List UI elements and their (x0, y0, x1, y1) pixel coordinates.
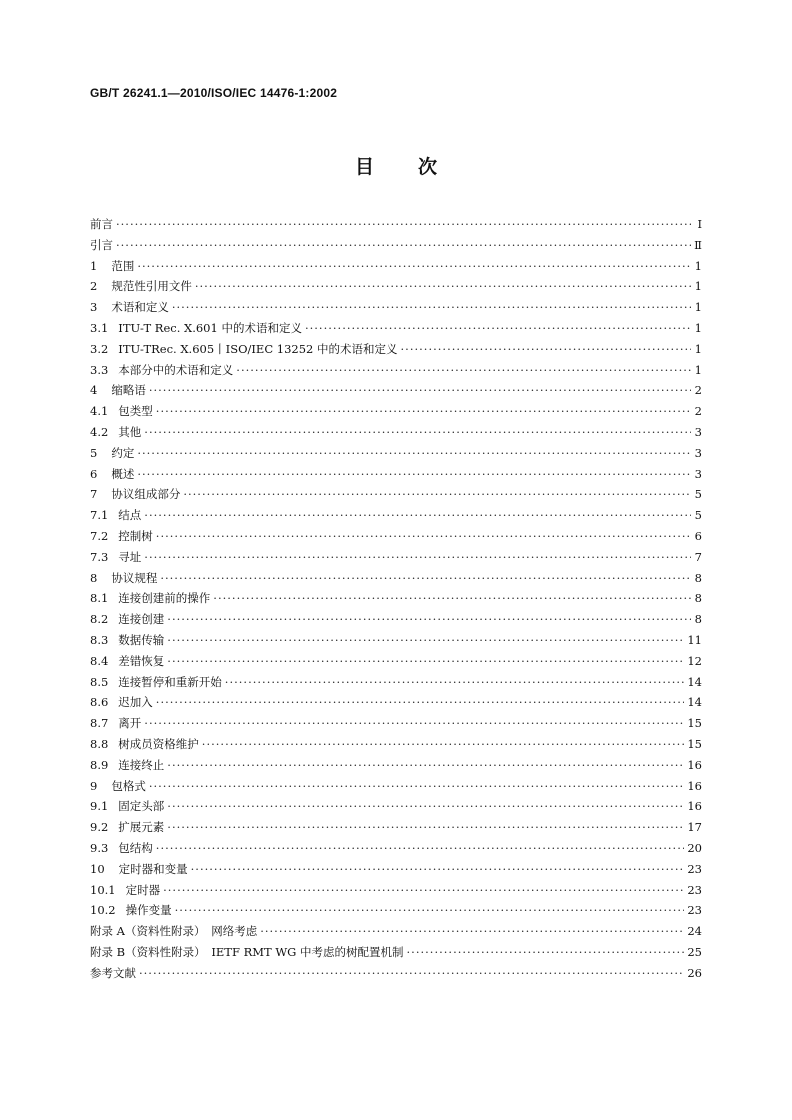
toc-entry-page: 26 (687, 965, 702, 980)
toc-entry-title: ITU-TRec. X.605丨ISO/IEC 13252 中的术语和定义 (118, 341, 398, 356)
toc-dot-leader (167, 633, 684, 647)
toc-entry-number: 9 (90, 778, 98, 793)
toc-entry-title: 寻址 (118, 549, 142, 564)
toc-entry-title: 定时器和变量 (118, 861, 188, 876)
toc-entry[interactable] (90, 757, 702, 778)
toc-entry-page: 1 (694, 300, 702, 315)
toc-entry-page: Ⅱ (694, 237, 702, 252)
toc-entry[interactable] (90, 798, 702, 819)
toc-entry[interactable] (90, 694, 702, 715)
toc-entry-title: 其他 (118, 424, 142, 439)
toc-entry-number: 10.1 (90, 882, 116, 897)
toc-entry[interactable] (90, 424, 702, 445)
toc-entry-page: 3 (694, 424, 702, 439)
toc-entry-title: 迟加入 (118, 695, 153, 710)
toc-entry[interactable] (90, 528, 702, 549)
toc-dot-leader (139, 966, 684, 980)
toc-entry-title: 固定头部 (118, 799, 165, 814)
toc-entry-title: 连接暂停和重新开始 (118, 674, 222, 689)
toc-dot-leader (195, 279, 691, 293)
toc-entry-title: 本部分中的术语和定义 (118, 362, 234, 377)
toc-dot-leader (167, 612, 691, 626)
toc-entry-page: 8 (694, 570, 702, 585)
toc-dot-leader (116, 238, 691, 252)
toc-entry-title: 包类型 (118, 404, 153, 419)
toc-entry[interactable] (90, 486, 702, 507)
toc-entry-page: 8 (694, 612, 702, 627)
toc-entry-title: 包结构 (118, 840, 153, 855)
toc-entry-number: 8.4 (90, 653, 109, 668)
toc-entry-number: 9.2 (90, 820, 109, 835)
toc-entry[interactable] (90, 299, 702, 320)
toc-entry-page: 24 (687, 924, 702, 939)
toc-entry[interactable] (90, 590, 702, 611)
toc-entry-page: 1 (694, 279, 702, 294)
toc-entry-title: 包格式 (111, 778, 146, 793)
toc-dot-leader (167, 799, 684, 813)
toc-entry-page: 16 (687, 799, 702, 814)
toc-entry-number: 8.8 (90, 736, 109, 751)
toc-entry-number: 3.1 (90, 320, 109, 335)
toc-dot-leader (149, 779, 685, 793)
toc-entry-number: 6 (90, 466, 98, 481)
toc-entry-title: 术语和定义 (111, 300, 169, 315)
title-char-2: 次 (418, 156, 438, 178)
toc-entry-page: 3 (694, 445, 702, 460)
toc-entry-title: 协议组成部分 (111, 487, 181, 502)
toc-entry-page: 8 (694, 591, 702, 606)
page-title (0, 152, 792, 179)
toc-entry[interactable] (90, 965, 702, 986)
toc-dot-leader (149, 383, 691, 397)
toc-entry-title: 前言 (90, 217, 113, 231)
toc-entry-number: 4.1 (90, 404, 109, 419)
toc-entry[interactable] (90, 258, 702, 279)
toc-dot-leader (116, 217, 691, 231)
toc-dot-leader (213, 591, 691, 605)
toc-entry[interactable] (90, 549, 702, 570)
toc-entry[interactable] (90, 382, 702, 403)
toc-entry[interactable] (90, 861, 702, 882)
toc-dot-leader (156, 695, 685, 709)
toc-entry-number: 7.1 (90, 508, 109, 523)
toc-entry-page: Ⅰ (697, 217, 702, 231)
toc-entry-page: 5 (694, 508, 702, 523)
toc-entry-title: 协议规程 (111, 570, 158, 585)
toc-dot-leader (144, 550, 691, 564)
toc-entry[interactable] (90, 341, 702, 362)
toc-entry-page: 15 (687, 716, 702, 731)
toc-entry-page: 2 (694, 383, 702, 398)
toc-entry-title: 定时器 (125, 882, 161, 897)
toc-entry[interactable] (90, 507, 702, 528)
toc-entry[interactable] (90, 736, 702, 757)
toc-entry[interactable] (90, 237, 702, 258)
toc-entry-number: 10 (90, 861, 105, 876)
toc-entry[interactable] (90, 216, 702, 237)
toc-entry-page: 1 (694, 258, 702, 273)
toc-dot-leader (137, 467, 691, 481)
toc-dot-leader (167, 654, 684, 668)
toc-entry-number: 10.2 (90, 903, 116, 918)
toc-dot-leader (175, 903, 685, 917)
toc-dot-leader (260, 924, 684, 938)
toc-entry[interactable] (90, 466, 702, 487)
toc-entry-page: 23 (687, 903, 702, 918)
toc-entry-page: 25 (687, 944, 702, 959)
toc-entry-page: 15 (687, 736, 702, 751)
toc-entry-number: 8.2 (90, 612, 109, 627)
toc-entry-page: 23 (687, 882, 702, 897)
toc-dot-leader (144, 425, 691, 439)
toc-entry-title: 连接创建 (118, 612, 165, 627)
toc-entry-title: 操作变量 (125, 903, 172, 918)
toc-dot-leader (305, 321, 691, 335)
toc-dot-leader (236, 363, 691, 377)
toc-dot-leader (167, 820, 684, 834)
toc-entry[interactable] (90, 403, 702, 424)
toc-entry-number: 8.9 (90, 757, 109, 772)
toc-entry-title: 规范性引用文件 (111, 279, 192, 294)
toc-entry[interactable] (90, 570, 702, 591)
toc-entry[interactable] (90, 882, 702, 903)
toc-entry[interactable] (90, 320, 702, 341)
toc-entry-page: 1 (694, 362, 702, 377)
toc-dot-leader (225, 675, 685, 689)
toc-dot-leader (137, 259, 691, 273)
toc-dot-leader (156, 841, 685, 855)
title-char-1: 目 (354, 156, 374, 178)
toc-entry-title: 扩展元素 (118, 820, 165, 835)
toc-entry-page: 16 (687, 757, 702, 772)
toc-entry-number: 1 (90, 258, 98, 273)
toc-entry-title: 附录 A（资料性附录） 网络考虑 (90, 924, 258, 939)
toc-entry-page: 16 (687, 778, 702, 793)
toc-dot-leader (156, 404, 691, 418)
toc-dot-leader (144, 508, 691, 522)
toc-entry-number: 8.7 (90, 716, 109, 731)
toc-entry-number: 3.3 (90, 362, 109, 377)
toc-entry-title: ITU-T Rec. X.601 中的术语和定义 (118, 320, 302, 335)
table-of-contents (90, 216, 702, 985)
toc-entry-title: 离开 (118, 716, 142, 731)
toc-entry[interactable] (90, 840, 702, 861)
toc-dot-leader (163, 883, 684, 897)
toc-dot-leader (191, 862, 685, 876)
toc-dot-leader (160, 571, 691, 585)
toc-entry-page: 11 (687, 632, 702, 647)
toc-entry[interactable] (90, 653, 702, 674)
toc-entry-page: 17 (687, 820, 702, 835)
toc-dot-leader (401, 342, 691, 356)
toc-entry-number: 3 (90, 300, 98, 315)
toc-entry-number: 8.5 (90, 674, 109, 689)
standard-number-header: GB/T 26241.1—2010/ISO/IEC 14476-1:2002 (90, 86, 338, 100)
toc-entry-title: 约定 (111, 445, 135, 460)
toc-entry-number: 9.3 (90, 840, 109, 855)
toc-entry-title: 差错恢复 (118, 653, 165, 668)
toc-entry-page: 1 (694, 320, 702, 335)
toc-entry[interactable] (90, 445, 702, 466)
toc-entry[interactable] (90, 944, 702, 965)
toc-entry-page: 2 (694, 404, 702, 419)
toc-entry-number: 8 (90, 570, 98, 585)
toc-entry-number: 5 (90, 445, 98, 460)
toc-entry-page: 5 (694, 487, 702, 502)
toc-entry-page: 14 (687, 674, 702, 689)
toc-entry-title: 附录 B（资料性附录） IETF RMT WG 中考虑的树配置机制 (90, 944, 404, 959)
toc-dot-leader (172, 300, 691, 314)
toc-dot-leader (156, 529, 691, 543)
toc-entry[interactable] (90, 362, 702, 383)
toc-entry-title: 结点 (118, 508, 142, 523)
toc-dot-leader (407, 945, 685, 959)
toc-entry[interactable] (90, 674, 702, 695)
toc-entry[interactable] (90, 278, 702, 299)
toc-entry-page: 6 (694, 528, 702, 543)
toc-dot-leader (137, 446, 691, 460)
toc-entry-number: 7.2 (90, 528, 109, 543)
toc-entry[interactable] (90, 923, 702, 944)
toc-entry-title: 连接终止 (118, 757, 165, 772)
toc-entry-number: 9.1 (90, 799, 109, 814)
toc-entry-page: 1 (694, 341, 702, 356)
toc-dot-leader (202, 737, 685, 751)
toc-entry-number: 7 (90, 487, 98, 502)
toc-entry-title: 范围 (111, 258, 135, 273)
toc-entry-number: 8.1 (90, 591, 109, 606)
toc-entry-title: 树成员资格维护 (118, 736, 199, 751)
toc-entry-page: 23 (687, 861, 702, 876)
toc-entry-number: 2 (90, 279, 98, 294)
toc-entry-number: 4.2 (90, 424, 109, 439)
toc-entry-page: 7 (694, 549, 702, 564)
toc-dot-leader (167, 758, 684, 772)
toc-entry-page: 14 (687, 695, 702, 710)
toc-entry-number: 7.3 (90, 549, 109, 564)
toc-entry[interactable] (90, 902, 702, 923)
toc-entry-number: 8.3 (90, 632, 109, 647)
toc-entry[interactable] (90, 611, 702, 632)
toc-dot-leader (144, 716, 684, 730)
toc-entry-number: 4 (90, 383, 98, 398)
toc-entry-title: 数据传输 (118, 632, 165, 647)
toc-entry[interactable] (90, 778, 702, 799)
toc-entry-title: 参考文献 (90, 965, 136, 980)
toc-dot-leader (183, 487, 691, 501)
toc-entry-title: 缩略语 (111, 383, 146, 398)
toc-entry-page: 3 (694, 466, 702, 481)
toc-entry[interactable] (90, 715, 702, 736)
toc-entry-title: 概述 (111, 466, 135, 481)
toc-entry[interactable] (90, 819, 702, 840)
toc-entry-number: 8.6 (90, 695, 109, 710)
toc-entry-title: 连接创建前的操作 (118, 591, 211, 606)
toc-entry-page: 12 (687, 653, 702, 668)
toc-entry[interactable] (90, 632, 702, 653)
toc-entry-title: 引言 (90, 237, 113, 252)
toc-entry-number: 3.2 (90, 341, 109, 356)
toc-entry-page: 20 (687, 840, 702, 855)
toc-entry-title: 控制树 (118, 528, 153, 543)
